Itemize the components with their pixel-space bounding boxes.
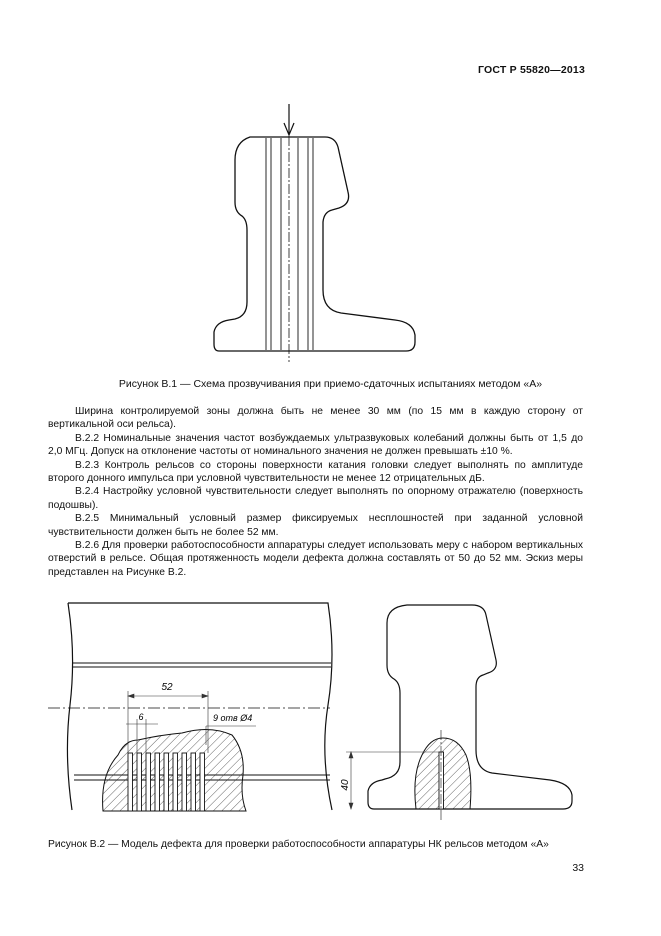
drilled-holes xyxy=(128,753,205,811)
paragraph: В.2.4 Настройку условной чувствительности следует выполнять по опорному отражателю (поверхность подошвы). xyxy=(48,486,583,511)
paragraph: В.2.5 Минимальный условный размер фиксируемых несплошностей при заданной условной чувствительности должен быть не более 52 мм. xyxy=(48,513,583,538)
body-text xyxy=(48,405,583,579)
dimension-pitch-label: 6 xyxy=(138,712,144,722)
figure-1-rail-cross-section xyxy=(205,100,430,365)
figure-1-caption: Рисунок В.1 — Схема прозвучивания при приемо-сдаточных испытаниях методом «А» xyxy=(118,378,543,390)
rail-side-view xyxy=(48,603,332,811)
dimension-total-label: 52 xyxy=(161,682,173,693)
rail-cross-section-view xyxy=(340,605,572,821)
paragraph: В.2.3 Контроль рельсов со стороны поверхности катания головки следует выполнять по амплитуде второго донного импульса при условной чувствительности не менее 12 отрицательных дБ. xyxy=(48,459,583,485)
paragraph: Ширина контролируемой зоны должна быть не менее 30 мм (по 15 мм в каждую сторону от вертикальной оси рельса). xyxy=(48,406,583,431)
page-number: 33 xyxy=(572,862,584,874)
standard-header: ГОСТ Р 55820—2013 xyxy=(477,64,585,76)
dimension-height-label: 40 xyxy=(340,779,351,791)
paragraph: В.2.2 Номинальные значения частот возбуждаемых ультразвуковых колебаний должны быть от 1,5 до 2,0 МГц. Допуск на отклонение частоты от номинального значения не должен превышать ±10 %. xyxy=(48,432,583,458)
rail-profile-outline xyxy=(214,137,415,351)
paragraph: В.2.6 Для проверки работоспособности аппаратуры следует использовать меру с набором вертикальных отверстий в рельсе. Общая протяженность модели дефекта должна составлять от 50 до 52 мм. Эскиз меры представлен на Рисунке В.2. xyxy=(48,540,583,578)
figure-2-defect-model xyxy=(30,595,600,830)
probe-arrow-icon xyxy=(284,104,294,135)
dimension-holes-label: 9 отв Ø4 xyxy=(213,713,253,723)
figure-2-caption: Рисунок В.2 — Модель дефекта для проверки работоспособности аппаратуры НК рельсов методом «А» xyxy=(48,839,549,850)
